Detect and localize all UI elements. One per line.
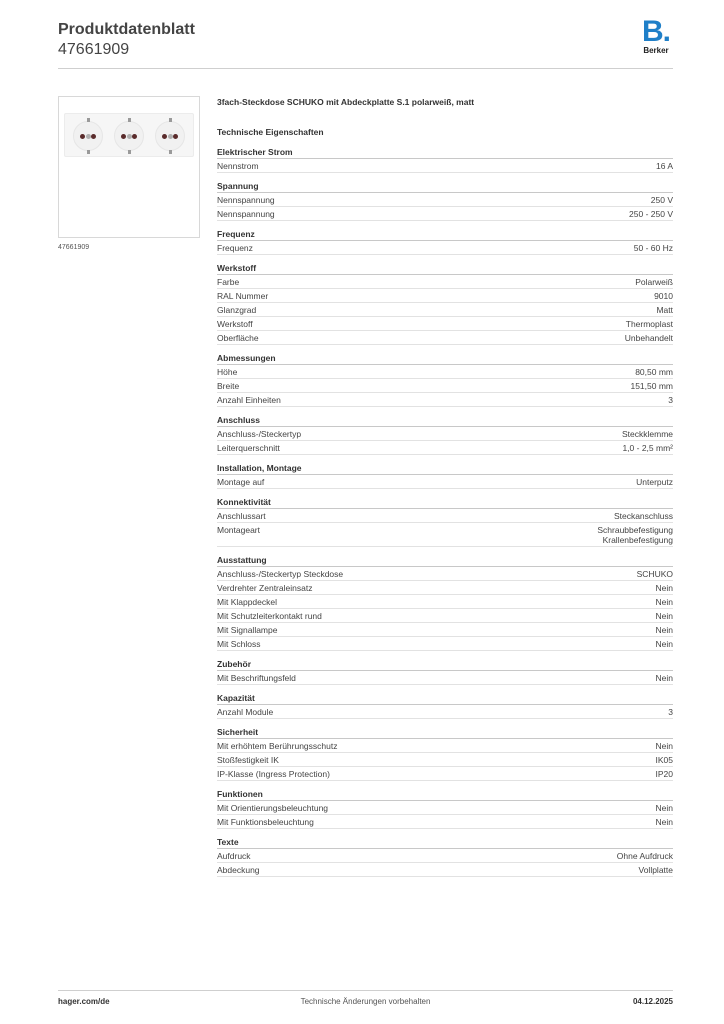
spec-value: Nein: [655, 639, 673, 649]
spec-row: [217, 815, 673, 829]
spec-row: [217, 581, 673, 595]
berker-logo: [639, 15, 673, 55]
spec-label: Farbe: [217, 277, 240, 287]
spec-label: Mit Klappdeckel: [217, 597, 278, 607]
spec-label: Anzahl Module: [217, 707, 274, 717]
spec-label: Nennstrom: [217, 161, 259, 171]
spec-value: Nein: [655, 625, 673, 635]
spec-row: [217, 207, 673, 221]
spec-label: Mit Signallampe: [217, 625, 278, 635]
spec-label: Anschluss-/Steckertyp: [217, 429, 302, 439]
spec-value: 250 - 250 V: [629, 209, 673, 219]
spec-label: RAL Nummer: [217, 291, 269, 301]
spec-group: [217, 263, 673, 345]
footer-date: 04.12.2025: [632, 997, 673, 1006]
spec-value: Nein: [655, 673, 673, 683]
group-title: Elektrischer Strom: [217, 147, 673, 159]
spec-row: [217, 671, 673, 685]
spec-row: [217, 303, 673, 317]
spec-label: Anzahl Einheiten: [217, 395, 281, 405]
spec-row: [217, 331, 673, 345]
spec-row: [217, 767, 673, 781]
group-title: Texte: [217, 837, 673, 849]
spec-group: [217, 181, 673, 221]
header-divider: [58, 68, 673, 69]
spec-value: 16 A: [655, 161, 673, 171]
spec-row: [217, 509, 673, 523]
spec-group: [217, 463, 673, 489]
spec-label: Mit erhöhtem Berührungsschutz: [217, 741, 338, 751]
spec-row: [217, 159, 673, 173]
spec-row: [217, 595, 673, 609]
product-image: [58, 96, 200, 238]
spec-row: [217, 427, 673, 441]
socket-2: [114, 121, 144, 151]
spec-row: [217, 637, 673, 651]
spec-label: Frequenz: [217, 243, 253, 253]
spec-value: Vollplatte: [638, 865, 673, 875]
spec-row: [217, 623, 673, 637]
spec-label: Leiterquerschnitt: [217, 443, 280, 453]
spec-group: [217, 837, 673, 877]
group-title: Spannung: [217, 181, 673, 193]
spec-row: [217, 801, 673, 815]
section-heading: Technische Eigenschaften: [217, 127, 324, 137]
socket-3: [155, 121, 185, 151]
spec-value: Ohne Aufdruck: [616, 851, 673, 861]
spec-label: Stoßfestigkeit IK: [217, 755, 279, 765]
spec-value: Polarweiß: [635, 277, 673, 287]
spec-group: [217, 659, 673, 685]
spec-value: 80,50 mm: [635, 367, 673, 377]
spec-value: Nein: [655, 597, 673, 607]
spec-row: [217, 475, 673, 489]
spec-value: Steckklemme: [621, 429, 673, 439]
spec-label: Breite: [217, 381, 240, 391]
spec-value: Unbehandelt: [624, 333, 673, 343]
spec-value: Steckanschluss: [613, 511, 673, 521]
spec-row: [217, 863, 673, 877]
group-title: Sicherheit: [217, 727, 673, 739]
spec-row: [217, 317, 673, 331]
spec-value: Nein: [655, 803, 673, 813]
spec-label: Mit Beschriftungsfeld: [217, 673, 296, 683]
group-title: Konnektivität: [217, 497, 673, 509]
image-caption: 47661909: [58, 244, 90, 251]
spec-value: Nein: [655, 741, 673, 751]
group-title: Werkstoff: [217, 263, 673, 275]
spec-label: Montage auf: [217, 477, 265, 487]
spec-label: IP-Klasse (Ingress Protection): [217, 769, 330, 779]
spec-value: IP20: [655, 769, 673, 779]
spec-label: Anschluss-/Steckertyp Steckdose: [217, 569, 344, 579]
footer-divider: [58, 990, 673, 991]
spec-group: [217, 353, 673, 407]
spec-group: [217, 229, 673, 255]
spec-label: Mit Funktionsbeleuchtung: [217, 817, 314, 827]
spec-label: Mit Orientierungsbeleuchtung: [217, 803, 329, 813]
spec-value: Unterputz: [636, 477, 673, 487]
spec-value: 250 V: [650, 195, 673, 205]
spec-value: 9010: [654, 291, 673, 301]
page-footer: [58, 997, 673, 1009]
spec-row: [217, 609, 673, 623]
footer-disclaimer: Technische Änderungen vorbehalten: [300, 997, 431, 1006]
spec-group: [217, 497, 673, 547]
spec-groups: [217, 147, 673, 877]
document-number: 47661909: [58, 41, 130, 58]
spec-row: [217, 739, 673, 753]
spec-label: Abdeckung: [217, 865, 260, 875]
spec-value: Nein: [655, 817, 673, 827]
spec-value: 50 - 60 Hz: [633, 243, 673, 253]
page-header: [58, 15, 673, 70]
group-title: Frequenz: [217, 229, 673, 241]
group-title: Zubehör: [217, 659, 673, 671]
spec-label: Nennspannung: [217, 209, 275, 219]
spec-value: Thermoplast: [625, 319, 673, 329]
spec-row: [217, 193, 673, 207]
spec-group: [217, 789, 673, 829]
socket-1: [73, 121, 103, 151]
spec-label: Mit Schutzleiterkontakt rund: [217, 611, 322, 621]
logo-mark: B.: [642, 15, 670, 48]
product-name: 3fach-Steckdose SCHUKO mit Abdeckplatte S.1 polarweiß, matt: [217, 97, 475, 107]
spec-label: Nennspannung: [217, 195, 275, 205]
spec-row: [217, 705, 673, 719]
logo-wordmark: Berker: [643, 46, 669, 55]
spec-group: [217, 727, 673, 781]
spec-label: Aufdruck: [217, 851, 251, 861]
spec-label: Mit Schloss: [217, 639, 261, 649]
spec-label: Glanzgrad: [217, 305, 257, 315]
spec-value: Nein: [655, 611, 673, 621]
group-title: Abmessungen: [217, 353, 673, 365]
spec-group: [217, 555, 673, 651]
spec-row: [217, 275, 673, 289]
spec-value: Schraubbefestigung Krallenbefestigung: [597, 525, 673, 545]
spec-value: SCHUKO: [636, 569, 673, 579]
spec-row: [217, 379, 673, 393]
spec-row: [217, 753, 673, 767]
spec-row: [217, 393, 673, 407]
spec-value: 151,50 mm: [630, 381, 673, 391]
group-title: Ausstattung: [217, 555, 673, 567]
spec-row: [217, 567, 673, 581]
spec-value: 3: [668, 707, 673, 717]
spec-value: 1,0 - 2,5 mm²: [622, 443, 673, 453]
spec-value: 3: [668, 395, 673, 405]
spec-row: [217, 289, 673, 303]
group-title: Funktionen: [217, 789, 673, 801]
spec-label: Oberfläche: [217, 333, 259, 343]
document-title: Produktdatenblatt: [58, 21, 195, 38]
spec-value: IK05: [655, 755, 673, 765]
spec-group: [217, 415, 673, 455]
spec-row: [217, 365, 673, 379]
spec-row: [217, 523, 673, 547]
group-title: Installation, Montage: [217, 463, 673, 475]
spec-label: Werkstoff: [217, 319, 253, 329]
spec-group: [217, 147, 673, 173]
spec-value: Nein: [655, 583, 673, 593]
spec-group: [217, 693, 673, 719]
footer-website: hager.com/de: [58, 997, 110, 1006]
spec-label: Höhe: [217, 367, 238, 377]
group-title: Anschluss: [217, 415, 673, 427]
cover-plate: [64, 113, 194, 157]
spec-row: [217, 441, 673, 455]
spec-label: Anschlussart: [217, 511, 266, 521]
spec-label: Verdrehter Zentraleinsatz: [217, 583, 313, 593]
group-title: Kapazität: [217, 693, 673, 705]
spec-row: [217, 241, 673, 255]
spec-content: [217, 96, 673, 877]
spec-value: Matt: [656, 305, 673, 315]
spec-row: [217, 849, 673, 863]
spec-label: Montageart: [217, 525, 260, 535]
